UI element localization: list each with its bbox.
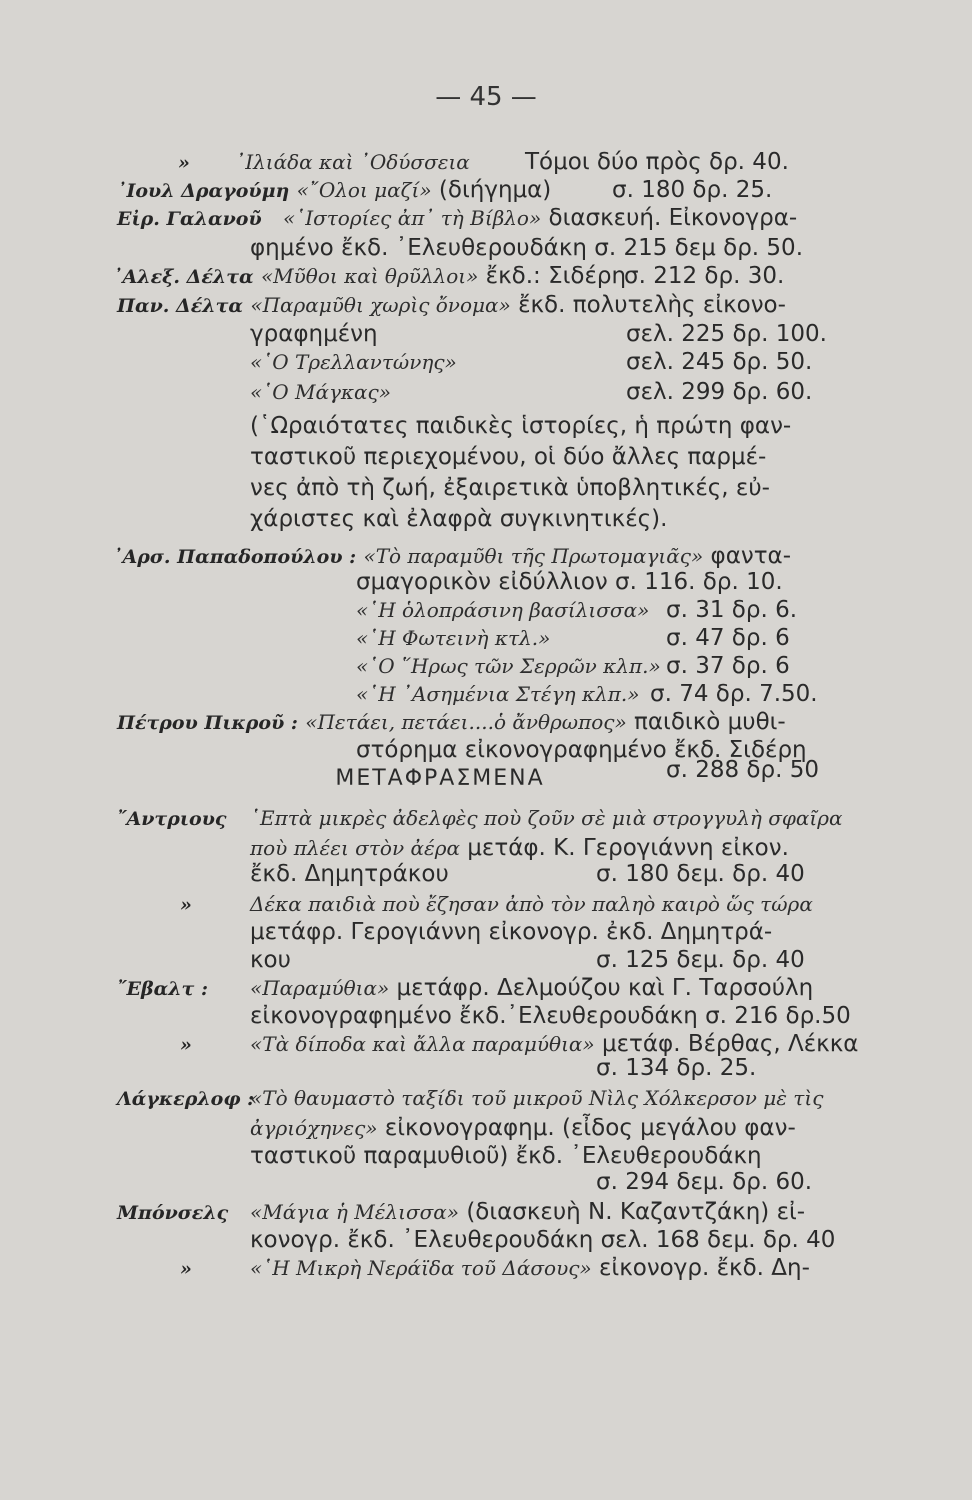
trans-deka-line-3: κου [250, 947, 291, 973]
entry-pikrou-price: σ. 288 δρ. 50 [666, 757, 819, 783]
entry-iliad: » ᾿Ιλιάδα καὶ ᾿Οδύσσεια [178, 150, 470, 174]
papa-item-3: «῾Ο ῞Ηρως τῶν Σερρῶν κλπ.» [356, 654, 661, 678]
trans-andrews-line-3: ἔκδ. Δημητράκου [250, 861, 449, 887]
entry-papadopoulou: ᾿Αρσ. Παπαδοπούλου : «Τὸ παραμῦθι τῆς Πρωτομαγιᾶς» φαντα- [113, 543, 792, 569]
papa-item-4-price: σ. 74 δρ. 7.50. [650, 681, 818, 707]
trans-dipoda-price: σ. 134 δρ. 25. [596, 1055, 757, 1081]
entry-magkas: «῾Ο Μάγκας» [250, 380, 391, 404]
trans-ewald-line-2: εἰκονογραφημένο ἔκδ.᾿Ελευθερουδάκη σ. 216 δρ.50 [250, 1003, 851, 1029]
note-line-4: χάριστες καὶ ἐλαφρὰ συγκινητικές). [250, 506, 668, 532]
note-line-2: ταστικοῦ περιεχομένου, οἱ δύο ἄλλες παρμέ- [250, 444, 767, 470]
trans-neraida-line-1: «῾Η Μικρὴ Νεράϊδα τοῦ Δάσους» εἰκονογρ. ἔκδ. Δη- [250, 1255, 810, 1281]
entry-trellantonis: «῾Ο Τρελλαντώνης» [250, 350, 457, 374]
trans-deka-price: σ. 125 δεμ. δρ. 40 [596, 947, 805, 973]
entry-dragoumi-price: σ. 180 δρ. 25. [612, 177, 773, 203]
trans-lagerlof-author: Λάγκερλοφ : [117, 1088, 255, 1110]
entry-pikrou: Πέτρου Πικροῦ : «Πετάει, πετάει....ὁ ἄνθρωπος» παιδικὸ μυθι- [117, 709, 786, 735]
entry-alex-delta: ᾿Αλεξ. Δέλτα «Μῦθοι καὶ θρῦλλοι» ἔκδ.: Σιδέρη [113, 263, 627, 289]
entry-papadopoulou-cont: σμαγορικὸν εἰδύλλιον σ. 116. δρ. 10. [356, 569, 783, 595]
trans-neraida-author: » [180, 1258, 192, 1280]
entry-dragoumi: ᾿Ιουλ Δραγούμη «῎Ολοι μαζί» (διήγημα) [117, 177, 552, 203]
trans-bonsels-line-1: «Μάγια ἡ Μέλισσα» (διασκευὴ Ν. Καζαντζάκη) εἰ- [250, 1199, 806, 1225]
trans-ewald-author: ῎Εβαλτ : [117, 978, 208, 1000]
papa-item-3-price: σ. 37 δρ. 6 [666, 653, 790, 679]
trans-andrews-price: σ. 180 δεμ. δρ. 40 [596, 861, 805, 887]
trans-deka-line-1: Δέκα παιδιὰ ποὺ ἔζησαν ἀπὸ τὸν παληὸ καιρὸ ὥς τώρα [250, 892, 813, 916]
trans-lagerlof-line-2: ἀγριόχηνες» εἰκονογραφημ. (εἶδος μεγάλου φαν- [250, 1115, 796, 1141]
trans-lagerlof-line-1: «Τὸ θαυμαστὸ ταξίδι τοῦ μικροῦ Νὶλς Χόλκερσον μὲ τὶς [250, 1086, 824, 1110]
trans-bonsels-line-2: κονογρ. ἔκδ. ᾿Ελευθερουδάκη σελ. 168 δεμ. δρ. 40 [250, 1227, 836, 1253]
entry-magkas-price: σελ. 299 δρ. 60. [626, 379, 813, 405]
papa-item-2-price: σ. 47 δρ. 6 [666, 625, 790, 651]
page-number: — 45 — [435, 82, 537, 112]
trans-lagerlof-line-3: ταστικοῦ παραμυθιοῦ) ἔκδ. ᾿Ελευθερουδάκη [250, 1143, 762, 1169]
trans-deka-line-2: μετάφρ. Γερογιάννη εἰκονογρ. ἐκδ. Δημητρά- [250, 919, 773, 945]
trans-dipoda-author: » [180, 1034, 192, 1056]
entry-pan-delta: Παν. Δέλτα «Παραμῦθι χωρὶς ὄνομα» ἔκδ. πολυτελὴς εἰκονο- [117, 292, 786, 318]
entry-alex-delta-price: σ. 212 δρ. 30. [624, 263, 785, 289]
section-heading: ΜΕΤΑΦΡΑΣΜΕΝΑ [335, 766, 545, 791]
trans-lagerlof-price: σ. 294 δεμ. δρ. 60. [596, 1169, 813, 1195]
entry-galanou: Εἰρ. Γαλανοῦ «῾Ιστορίες ἀπ᾿ τὴ Βίβλο» διασκευή. Εἰκονογρα- [117, 205, 798, 231]
note-line-1: (῾Ωραιότατες παιδικὲς ἱστορίες, ἡ πρώτη φαν- [250, 413, 792, 439]
trans-dipoda-line-1: «Τὰ δίποδα καὶ ἄλλα παραμύθια» μετάφ. Βέρθας, Λέκκα [250, 1031, 859, 1057]
trans-andrews-line-1: ῾Επτὰ μικρὲς ἀδελφὲς ποὺ ζοῦν σὲ μιὰ στρογγυλὴ σφαῖρα [250, 806, 843, 830]
trans-deka-author: » [180, 894, 192, 916]
papa-item-4: «῾Η ᾿Ασημένια Στέγη κλπ.» [356, 682, 640, 706]
trans-andrews-line-2: ποὺ πλέει στὸν ἀέρα μετάφ. Κ. Γερογιάννη εἰκον. [250, 835, 789, 861]
entry-galanou-cont: φημένο ἔκδ. ᾿Ελευθερουδάκη σ. 215 δεμ δρ. 50. [250, 235, 803, 261]
trans-andrews-author: ῎Αντριους [117, 808, 227, 830]
papa-item-2: «῾Η Φωτεινὴ κτλ.» [356, 626, 551, 650]
entry-trellantonis-price: σελ. 245 δρ. 50. [626, 349, 813, 375]
note-line-3: νες ἀπὸ τὴ ζωή, ἐξαιρετικὰ ὑποβλητικές, εὐ- [250, 475, 770, 501]
trans-bonsels-author: Μπόνσελς [117, 1202, 229, 1224]
papa-item-1: «῾Η ὁλοπράσινη βασίλισσα» [356, 598, 650, 622]
entry-pikrou-cont: στόρημα εἰκονογραφημένο ἔκδ. Σιδέρη [356, 737, 807, 763]
trans-ewald-line-1: «Παραμύθια» μετάφρ. Δελμούζου καὶ Γ. Ταρσούλη [250, 975, 814, 1001]
entry-pan-delta-cont: γραφημένη [250, 321, 378, 347]
papa-item-1-price: σ. 31 δρ. 6. [666, 597, 798, 623]
entry-iliad-price: Τόμοι δύο πρὸς δρ. 40. [525, 149, 789, 175]
entry-pan-delta-price: σελ. 225 δρ. 100. [626, 321, 827, 347]
